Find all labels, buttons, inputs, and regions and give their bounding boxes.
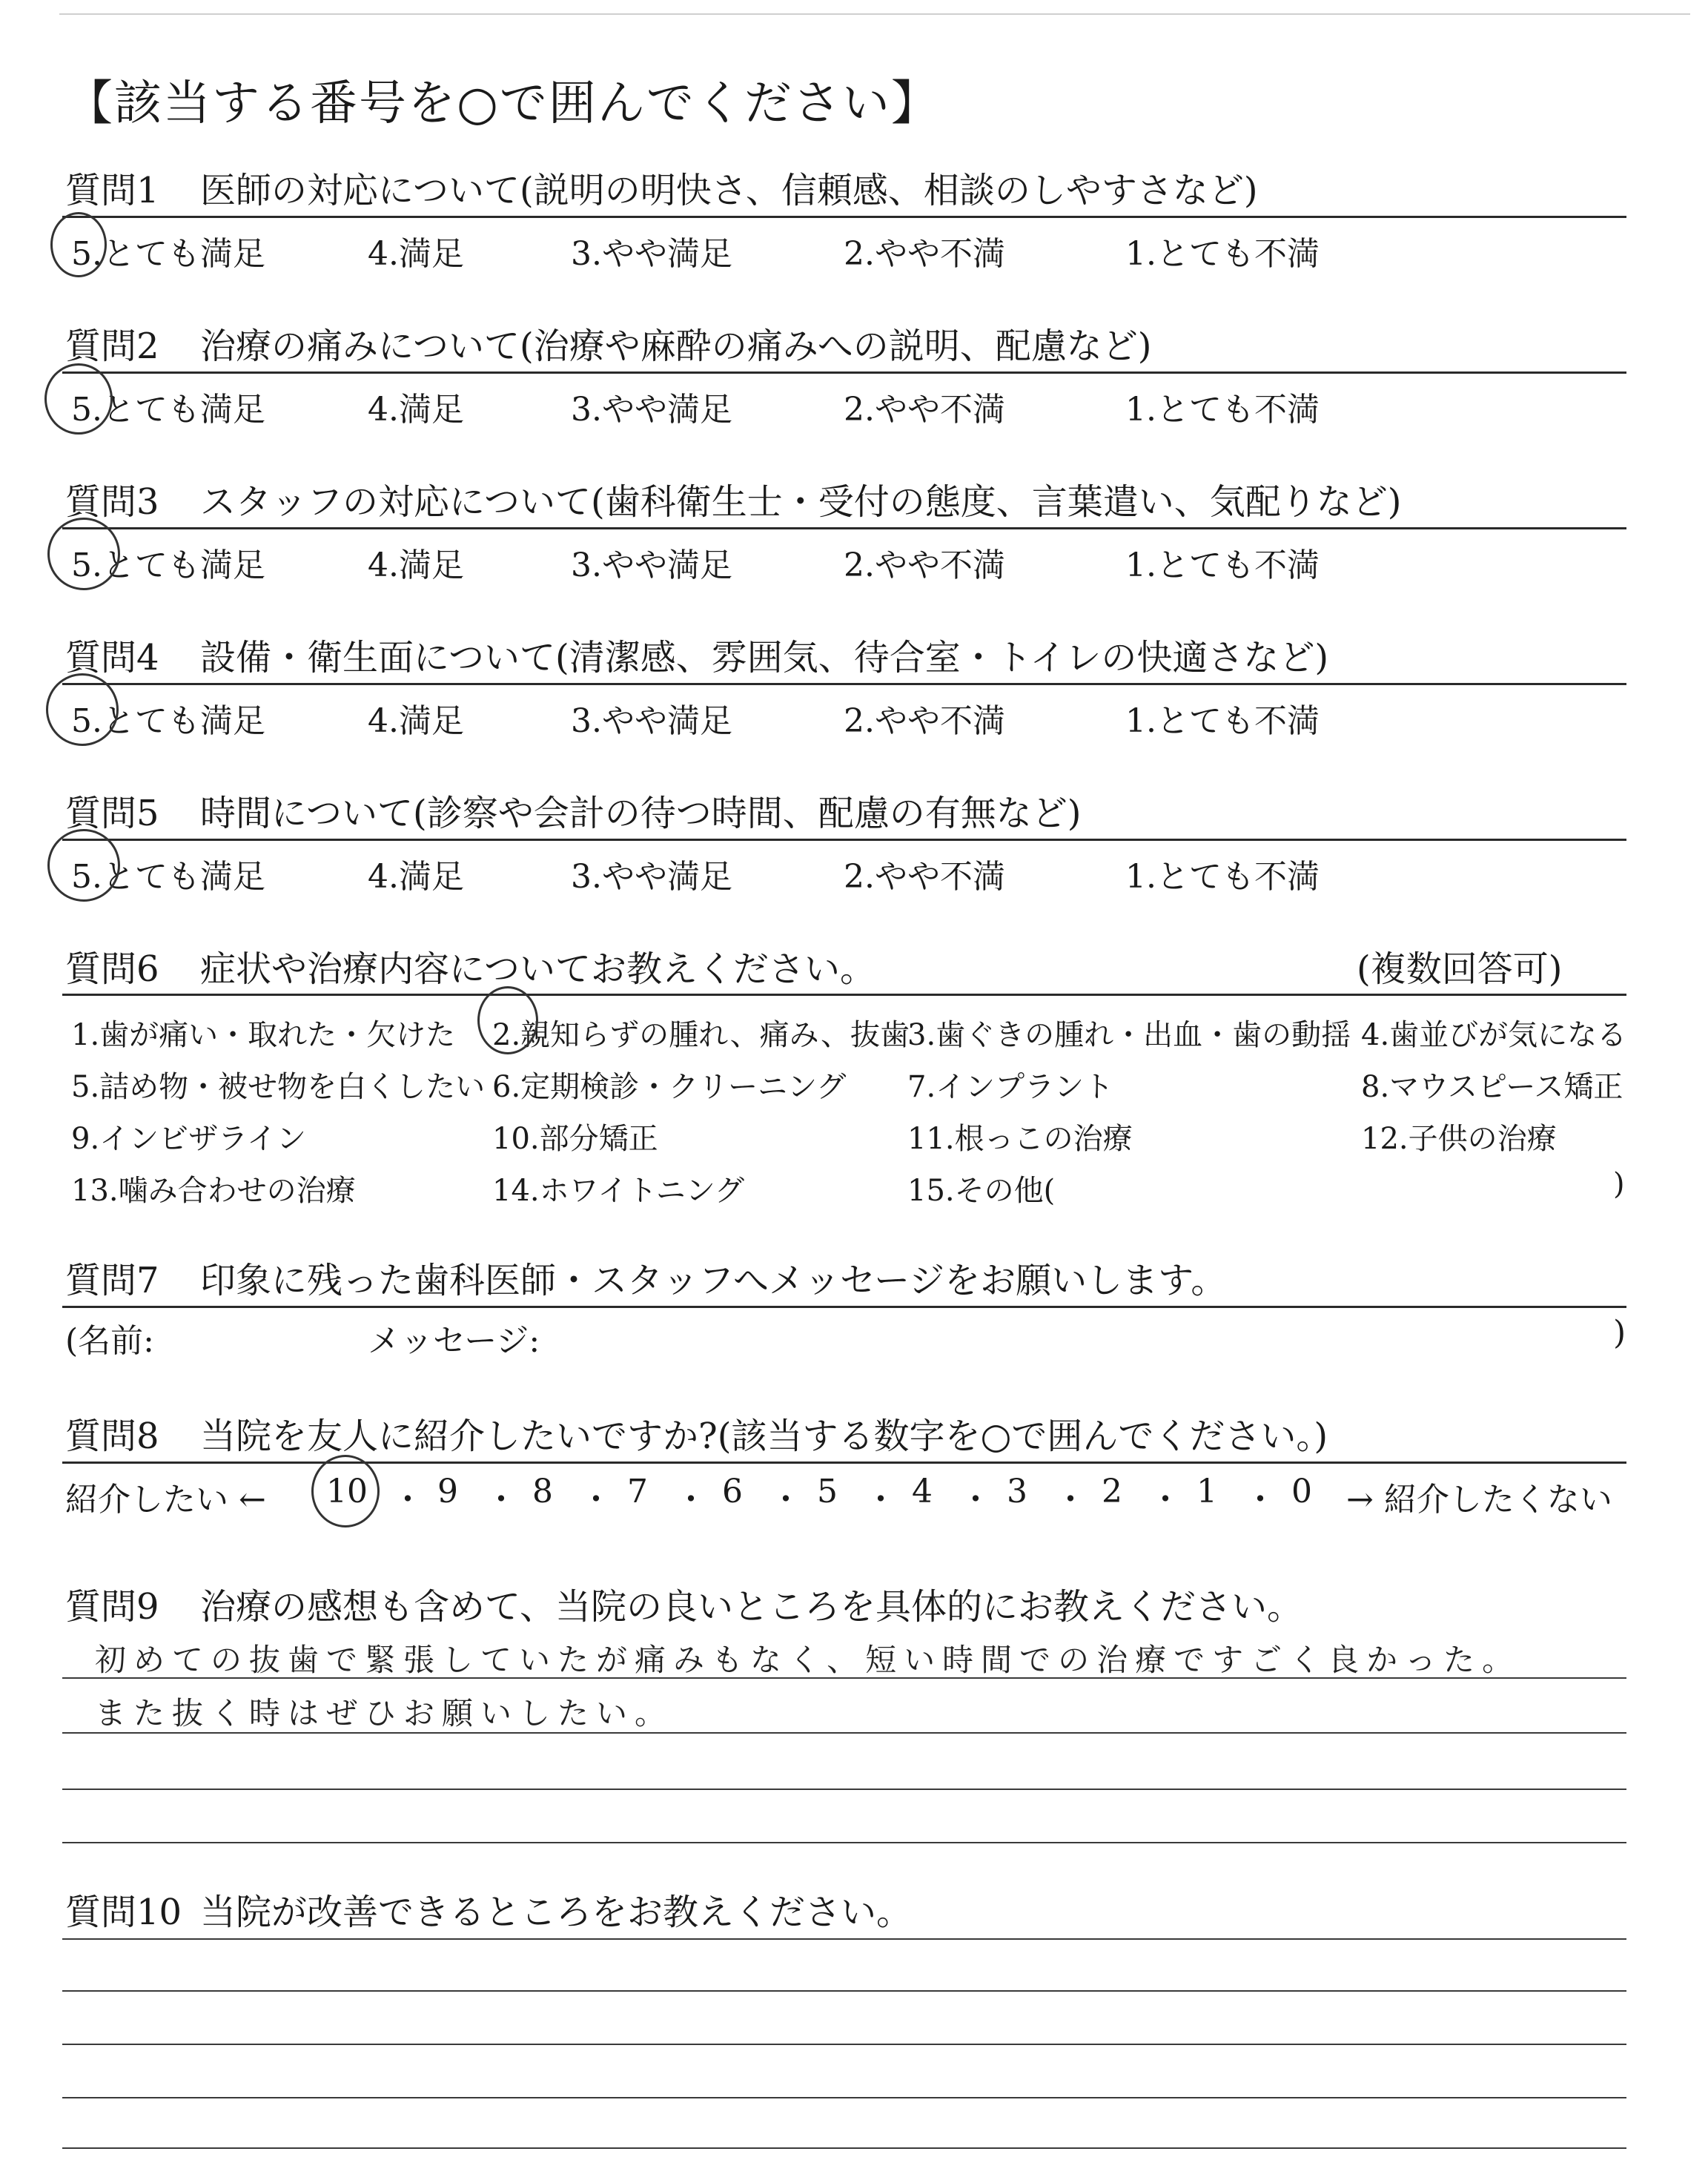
q8-selection-circle: [311, 1455, 380, 1527]
q8-dot: ・: [675, 1481, 707, 1519]
q6-item[interactable]: 6.定期検診・クリーニング: [492, 1070, 847, 1104]
q2-option-4[interactable]: 4.満足: [368, 391, 464, 429]
q4-option-5[interactable]: 5.とても満足: [71, 702, 265, 740]
q6-item[interactable]: 15.その他(: [907, 1174, 1056, 1208]
q8-dot: ・: [580, 1481, 612, 1519]
q8-score-9[interactable]: 9: [437, 1473, 458, 1510]
q8-score-7[interactable]: 7: [627, 1473, 648, 1510]
q2-option-2[interactable]: 2.やや不満: [844, 391, 1005, 429]
q7-label: 質問7: [65, 1260, 159, 1301]
q1-option-4[interactable]: 4.満足: [368, 235, 464, 273]
q3-option-3[interactable]: 3.やや満足: [571, 546, 732, 584]
q6-item[interactable]: 14.ホワイトニング: [492, 1174, 745, 1208]
q8-left-label: 紹介したい ←: [65, 1481, 266, 1519]
q6-rule: [62, 994, 1626, 996]
q8-dot: ・: [1244, 1481, 1277, 1519]
q8-right-label: → 紹介したくない: [1346, 1481, 1612, 1519]
q3-selection-circle: [47, 518, 120, 590]
q8-score-10[interactable]: 10: [326, 1473, 368, 1510]
q8-score-1[interactable]: 1: [1196, 1473, 1217, 1510]
q6-item[interactable]: 5.詰め物・被せ物を白くしたい: [71, 1070, 486, 1104]
q3-text: スタッフの対応について(歯科衛生士・受付の態度、言葉遣い、気配りなど): [200, 481, 1402, 523]
q5-option-5[interactable]: 5.とても満足: [71, 858, 265, 896]
q6-item[interactable]: 8.マウスピース矯正: [1361, 1070, 1623, 1104]
q6-item[interactable]: 10.部分矯正: [492, 1122, 658, 1156]
q4-option-1[interactable]: 1.とても不満: [1125, 702, 1320, 740]
q4-selection-circle: [46, 673, 119, 746]
q9-handwritten-answer-line-2: また抜く時はぜひお願いしたい。: [95, 1695, 674, 1731]
q8-score-4[interactable]: 4: [912, 1473, 933, 1510]
q1-option-2[interactable]: 2.やや不満: [844, 235, 1005, 273]
q1-option-5[interactable]: 5.とても満足: [71, 235, 265, 273]
q10-label: 質問10: [65, 1892, 182, 1933]
q8-rule: [62, 1462, 1626, 1464]
q3-option-1[interactable]: 1.とても不満: [1125, 546, 1320, 584]
q8-label: 質問8: [65, 1416, 159, 1457]
q4-option-4[interactable]: 4.満足: [368, 702, 464, 740]
q1-rule: [62, 216, 1626, 218]
q9-handwritten-answer-line-1: 初めての抜歯で緊張していたが痛みもなく、短い時間での治療ですごく良かった。: [95, 1642, 1521, 1678]
q2-label: 質問2: [65, 326, 159, 367]
scan-edge-line: [59, 13, 1690, 15]
q1-text: 医師の対応について(説明の明快さ、信頼感、相談のしやすさなど): [200, 170, 1258, 211]
q6-item[interactable]: 7.インプラント: [907, 1070, 1114, 1104]
q1-label: 質問1: [65, 170, 159, 211]
q8-score-8[interactable]: 8: [532, 1473, 553, 1510]
q7-message-label: メッセージ:: [368, 1322, 540, 1360]
q6-other-close: ): [1613, 1167, 1625, 1201]
q6-item[interactable]: 13.噛み合わせの治療: [71, 1174, 356, 1208]
q5-rule: [62, 839, 1626, 841]
q1-option-1[interactable]: 1.とても不満: [1125, 235, 1320, 273]
q6-note: (複数回答可): [1357, 948, 1563, 990]
q10-writing-line: [62, 2147, 1626, 2149]
q9-writing-line: [62, 1842, 1626, 1843]
q7-close: ): [1613, 1314, 1626, 1352]
q10-writing-line: [62, 1938, 1626, 1940]
q5-option-2[interactable]: 2.やや不満: [844, 858, 1005, 896]
q6-item[interactable]: 3.歯ぐきの腫れ・出血・歯の動揺: [907, 1018, 1351, 1052]
q4-label: 質問4: [65, 637, 159, 678]
q4-option-3[interactable]: 3.やや満足: [571, 702, 732, 740]
q5-option-4[interactable]: 4.満足: [368, 858, 464, 896]
q3-rule: [62, 527, 1626, 529]
q2-option-5[interactable]: 5.とても満足: [71, 391, 265, 429]
q5-option-3[interactable]: 3.やや満足: [571, 858, 732, 896]
q8-score-0[interactable]: 0: [1291, 1473, 1312, 1510]
q8-text: 当院を友人に紹介したいですか?(該当する数字を○で囲んでください。): [200, 1416, 1328, 1457]
q9-writing-line: [62, 1789, 1626, 1790]
q8-dot: ・: [391, 1481, 424, 1519]
q2-text: 治療の痛みについて(治療や麻酔の痛みへの説明、配慮など): [200, 326, 1152, 367]
q1-selection-circle: [50, 212, 107, 277]
q5-option-1[interactable]: 1.とても不満: [1125, 858, 1320, 896]
q4-option-2[interactable]: 2.やや不満: [844, 702, 1005, 740]
q6-item[interactable]: 9.インビザライン: [71, 1122, 306, 1156]
q10-text: 当院が改善できるところをお教えください。: [200, 1892, 913, 1933]
q2-option-1[interactable]: 1.とても不満: [1125, 391, 1320, 429]
q8-score-5[interactable]: 5: [817, 1473, 838, 1510]
q7-rule: [62, 1306, 1626, 1308]
q7-text: 印象に残った歯科医師・スタッフへメッセージをお願いします。: [200, 1260, 1227, 1301]
q6-selection-circle: [477, 986, 538, 1054]
q2-selection-circle: [44, 363, 113, 435]
q5-selection-circle: [47, 829, 120, 902]
q3-option-5[interactable]: 5.とても満足: [71, 546, 265, 584]
q7-name-label: (名前:: [65, 1322, 154, 1360]
q6-item[interactable]: 12.子供の治療: [1361, 1122, 1557, 1156]
q8-dot: ・: [1149, 1481, 1182, 1519]
q8-score-6[interactable]: 6: [722, 1473, 743, 1510]
q6-text: 症状や治療内容についてお教えください。: [200, 948, 876, 990]
q8-score-2[interactable]: 2: [1102, 1473, 1122, 1510]
q8-dot: ・: [769, 1481, 802, 1519]
q5-text: 時間について(診察や会計の待つ時間、配慮の有無など): [200, 793, 1082, 834]
q8-dot: ・: [1054, 1481, 1087, 1519]
q2-option-3[interactable]: 3.やや満足: [571, 391, 732, 429]
q10-writing-line: [62, 1990, 1626, 1992]
q8-score-3[interactable]: 3: [1007, 1473, 1027, 1510]
q8-dot: ・: [864, 1481, 897, 1519]
q3-label: 質問3: [65, 481, 159, 523]
q6-item[interactable]: 2.親知らずの腫れ、痛み、抜歯: [492, 1018, 910, 1052]
q9-label: 質問9: [65, 1586, 159, 1628]
q3-option-2[interactable]: 2.やや不満: [844, 546, 1005, 584]
q6-item[interactable]: 4.歯並びが気になる: [1361, 1018, 1627, 1052]
q6-item[interactable]: 11.根っこの治療: [907, 1122, 1133, 1156]
page-title: 【該当する番号を○で囲んでください】: [65, 76, 940, 131]
q2-rule: [62, 371, 1626, 374]
q10-writing-line: [62, 2097, 1626, 2098]
q6-item[interactable]: 1.歯が痛い・取れた・欠けた: [71, 1018, 456, 1052]
q5-label: 質問5: [65, 793, 159, 834]
q4-text: 設備・衛生面について(清潔感、雰囲気、待合室・トイレの快適さなど): [200, 637, 1329, 678]
q6-label: 質問6: [65, 948, 159, 990]
q3-option-4[interactable]: 4.満足: [368, 546, 464, 584]
q4-rule: [62, 683, 1626, 685]
q1-option-3[interactable]: 3.やや満足: [571, 235, 732, 273]
q8-dot: ・: [485, 1481, 517, 1519]
q9-text: 治療の感想も含めて、当院の良いところを具体的にお教えください。: [200, 1586, 1303, 1628]
q8-dot: ・: [959, 1481, 992, 1519]
q10-writing-line: [62, 2044, 1626, 2045]
